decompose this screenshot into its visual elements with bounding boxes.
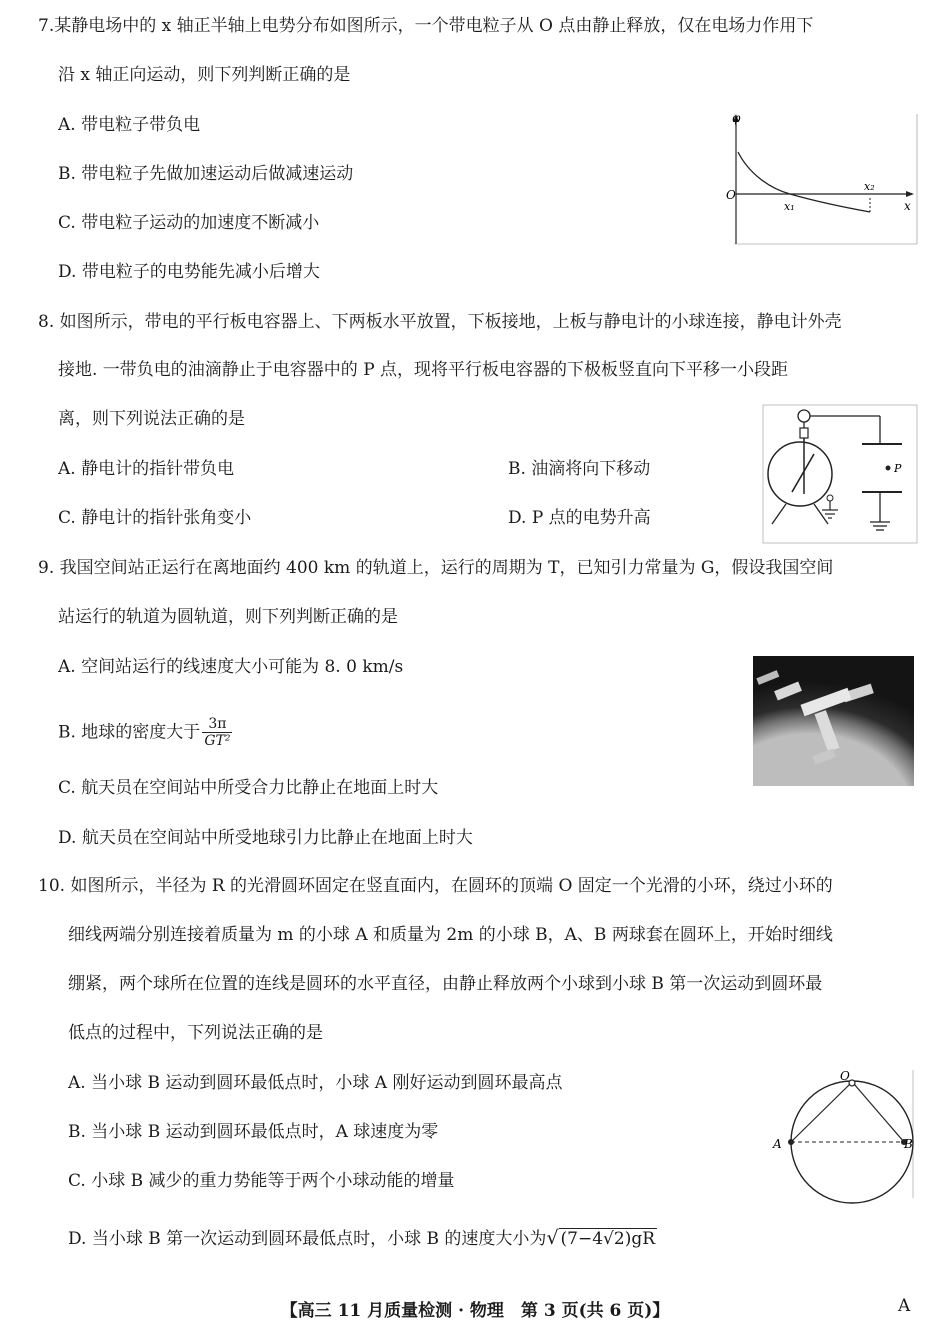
q10-stem-line3: 绷紧，两个球所在位置的连线是圆环的水平直径，由静止释放两个小球到小球 B 第一次运动到圆环最 [68, 974, 823, 994]
ball-a [788, 1139, 794, 1145]
q7-option-c: C. 带电粒子运动的加速度不断减小 [58, 213, 320, 233]
q8-capacitor-circuit [762, 404, 918, 544]
sqrt-radicand: (7−4√2)gR [560, 1229, 656, 1249]
q8-stem-line1: 8. 如图所示，带电的平行板电容器上、下两板水平放置，下板接地，上板与静电计的小球连接，静电计外壳 [38, 312, 842, 332]
q7-stem-line2: 沿 x 轴正向运动，则下列判断正确的是 [58, 65, 351, 85]
q9-option-a: A. 空间站运行的线速度大小可能为 8. 0 km/s [58, 657, 404, 677]
q10-option-c: C. 小球 B 减少的重力势能等于两个小球动能的增量 [68, 1171, 455, 1191]
q7-potential-graph [728, 112, 918, 246]
electroscope-insulator [800, 428, 808, 438]
case-terminal [827, 495, 833, 501]
q9-option-b [58, 716, 232, 750]
q10-option-d [68, 1226, 657, 1251]
x2-label: x₂ [864, 180, 875, 193]
q8-option-c: C. 静电计的指针张角变小 [58, 508, 252, 528]
q10-option-b: B. 当小球 B 运动到圆环最低点时，A 球速度为零 [68, 1122, 439, 1142]
sqrt-sign: √ [546, 1227, 559, 1249]
q10-stem-line1: 10. 如图所示，半径为 R 的光滑圆环固定在竖直面内，在圆环的顶端 O 固定一个光滑的小环，绕过小环的 [38, 876, 833, 896]
density-fraction [202, 716, 232, 750]
small-ring-o [849, 1080, 855, 1086]
q9-option-d: D. 航天员在空间站中所受地球引力比静止在地面上时大 [58, 828, 473, 848]
q9-option-c: C. 航天员在空间站中所受合力比静止在地面上时大 [58, 778, 439, 798]
phi-label: φ [732, 111, 741, 125]
q10-ring-figure [770, 1068, 918, 1200]
q7-option-d: D. 带电粒子的电势能先减小后增大 [58, 262, 320, 282]
x1-label: x₁ [784, 200, 795, 213]
q8-option-a: A. 静电计的指针带负电 [58, 459, 235, 479]
paper-version-mark: A [898, 1296, 911, 1316]
vertical-ring [791, 1081, 913, 1203]
q8-stem-line2: 接地. 一带负电的油滴静止于电容器中的 P 点，现将平行板电容器的下极板竖直向下平移一小段距 [58, 360, 789, 380]
q7-option-b: B. 带电粒子先做加速运动后做减速运动 [58, 164, 354, 184]
page-footer: 【高三 11 月质量检测 · 物理 第 3 页(共 6 页)】 [280, 1301, 670, 1321]
point-p-label: P [894, 462, 902, 475]
q10-stem-line4: 低点的过程中，下列说法正确的是 [68, 1023, 323, 1043]
q8-option-d: D. P 点的电势升高 [508, 508, 651, 528]
electroscope-leg-left [772, 504, 786, 524]
x-label: x [904, 199, 911, 213]
q10-stem-line2: 细线两端分别连接着质量为 m 的小球 A 和质量为 2m 的小球 B，A、B 两球套在圆环上，开始时细线 [68, 925, 833, 945]
string-to-a [791, 1084, 850, 1142]
label-o: O [840, 1069, 850, 1083]
q10-option-a: A. 当小球 B 运动到圆环最低点时，小球 A 刚好运动到圆环最高点 [68, 1073, 563, 1093]
label-b: B [904, 1137, 913, 1151]
q9-stem-line2: 站运行的轨道为圆轨道，则下列判断正确的是 [58, 607, 398, 627]
space-station-photo [753, 656, 914, 786]
q7-option-a: A. 带电粒子带负电 [58, 115, 201, 135]
fraction-denominator: GT² [204, 733, 231, 749]
origin-label: O [726, 188, 736, 202]
label-a: A [773, 1137, 782, 1151]
potential-curve [738, 152, 870, 212]
q10-option-d-text: D. 当小球 B 第一次运动到圆环最低点时，小球 B 的速度大小为 [68, 1229, 547, 1249]
q8-stem-line3: 离，则下列说法正确的是 [58, 409, 245, 429]
q8-option-b: B. 油滴将向下移动 [508, 459, 651, 479]
fraction-numerator: 3π [202, 716, 232, 733]
x-axis-arrow-icon [906, 191, 914, 197]
electroscope-ball [798, 410, 810, 422]
electroscope-case [768, 442, 832, 506]
string-to-b [854, 1084, 904, 1142]
q9-stem-line1: 9. 我国空间站正运行在离地面约 400 km 的轨道上，运行的周期为 T，已知引力常量为 G，假设我国空间 [38, 558, 834, 578]
q7-stem-line1: 7.某静电场中的 x 轴正半轴上电势分布如图所示，一个带电粒子从 O 点由静止释放，仅在电场力作用下 [38, 16, 814, 36]
oil-drop [886, 466, 891, 471]
q9-option-b-text: B. 地球的密度大于 [58, 722, 201, 743]
electroscope-needle [792, 454, 814, 492]
